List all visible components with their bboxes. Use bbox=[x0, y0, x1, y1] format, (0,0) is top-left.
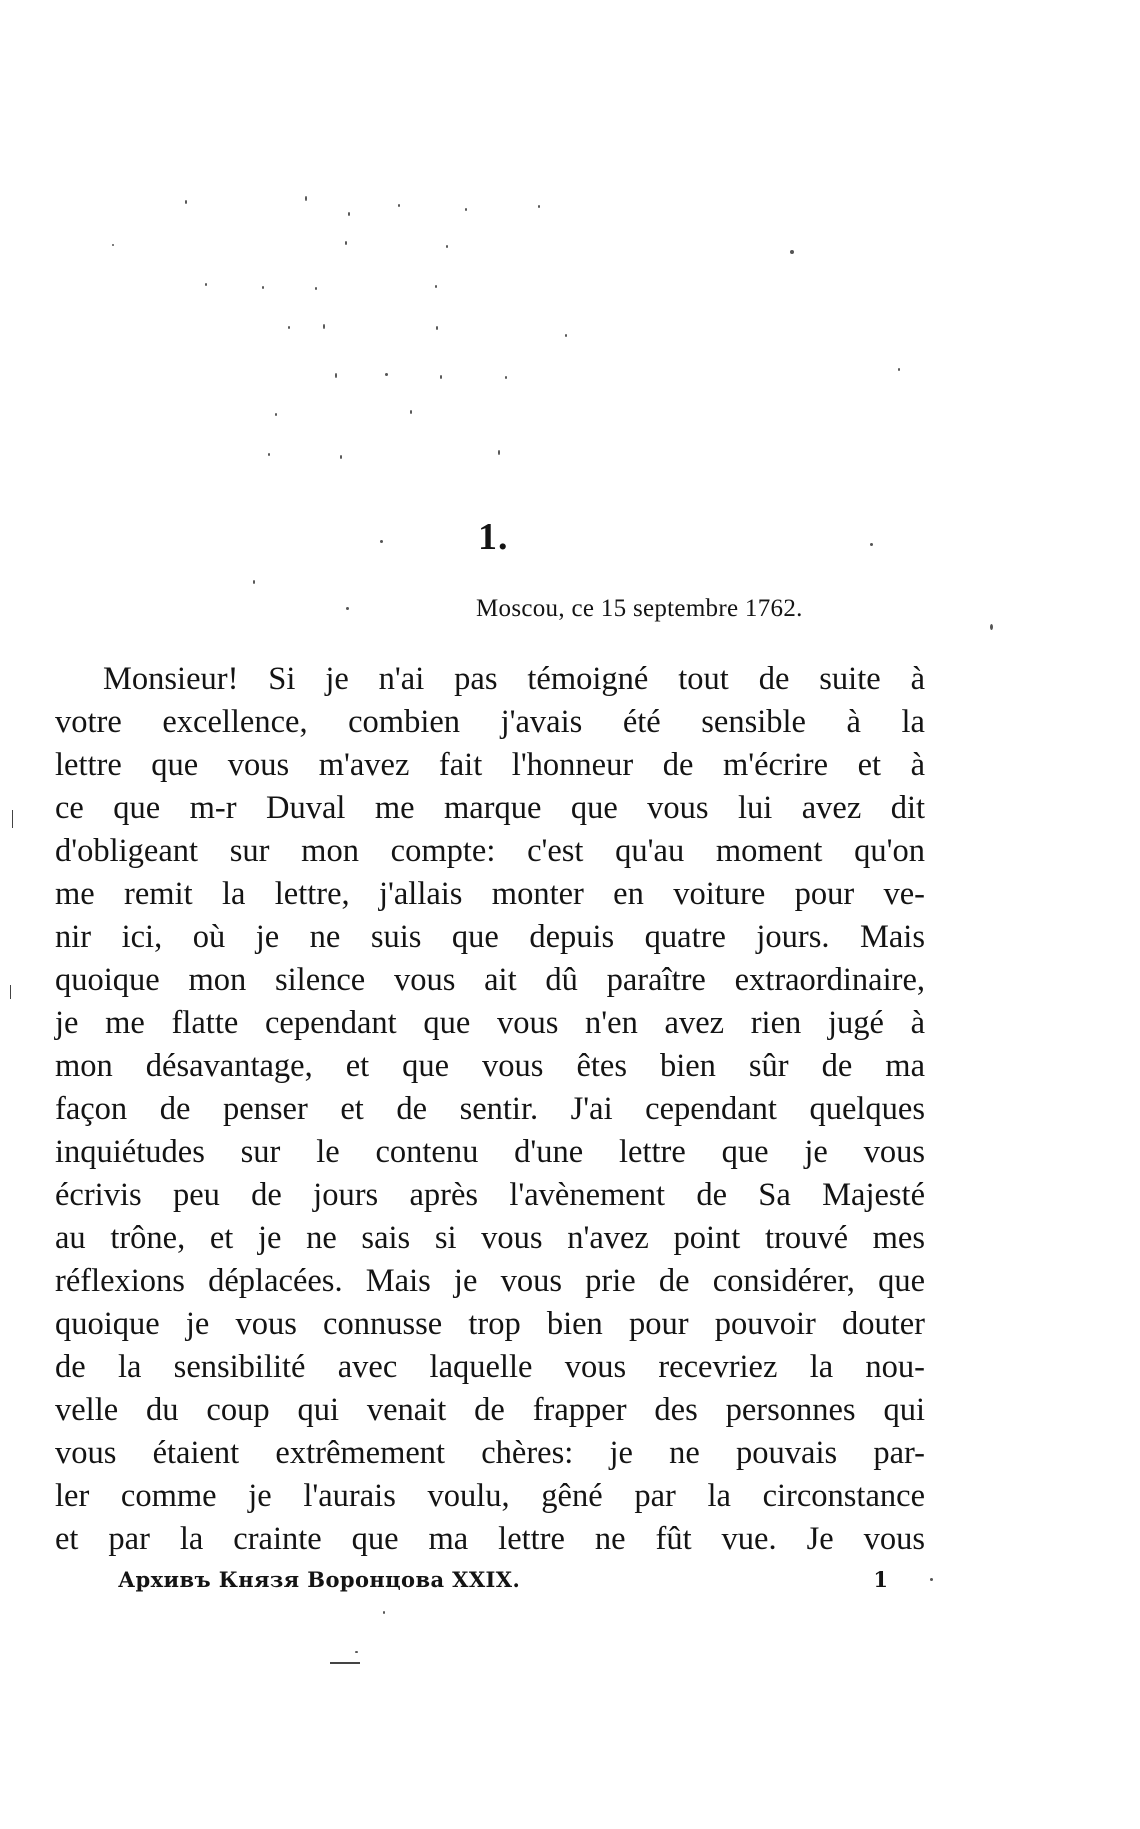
text-line: ler comme je l'aurais voulu, gêné par la circonstance bbox=[55, 1478, 925, 1514]
text-line: façon de penser et de sentir. J'ai cependant quelques bbox=[55, 1091, 925, 1127]
text-line: écrivis peu de jours après l'avènement de Sa Majesté bbox=[55, 1177, 925, 1213]
scan-speck bbox=[323, 324, 325, 329]
scan-speck bbox=[275, 413, 277, 416]
scan-speck bbox=[565, 334, 567, 337]
scan-speck bbox=[498, 450, 500, 455]
scan-speck bbox=[253, 580, 255, 584]
text-line: votre excellence, combien j'avais été sensible à la bbox=[55, 704, 925, 740]
text-line: Monsieur! Si je n'ai pas témoigné tout de suite à bbox=[103, 661, 925, 697]
scan-speck bbox=[262, 286, 264, 289]
scan-tick bbox=[330, 1662, 360, 1664]
scan-speck bbox=[505, 376, 507, 379]
scan-speck bbox=[340, 455, 342, 459]
scan-speck bbox=[385, 373, 388, 376]
scan-speck bbox=[305, 196, 307, 201]
text-line: ce que m-r Duval me marque que vous lui avez dit bbox=[55, 790, 925, 826]
text-line: et par la crainte que ma lettre ne fût vue. Je vous bbox=[55, 1521, 925, 1557]
text-line: de la sensibilité avec laquelle vous recevriez la nou- bbox=[55, 1349, 925, 1385]
scan-speck bbox=[435, 285, 437, 288]
text-line: velle du coup qui venait de frapper des personnes qui bbox=[55, 1392, 925, 1428]
scan-speck bbox=[898, 368, 900, 371]
text-line: quoique mon silence vous ait dû paraître extraordinaire, bbox=[55, 962, 925, 998]
scan-speck bbox=[185, 200, 187, 204]
scan-speck bbox=[346, 607, 349, 610]
letter-body bbox=[55, 658, 925, 1561]
text-line: au trône, et je ne sais si vous n'avez point trouvé mes bbox=[55, 1220, 925, 1256]
scan-speck bbox=[870, 543, 873, 546]
scan-speck bbox=[383, 1611, 385, 1614]
scan-speck bbox=[205, 283, 207, 286]
scan-speck bbox=[355, 1651, 358, 1653]
footer-signature-mark: 1 bbox=[873, 1567, 888, 1592]
scan-tick bbox=[10, 985, 11, 999]
scan-speck bbox=[348, 212, 350, 216]
scan-speck bbox=[112, 244, 114, 246]
text-line: me remit la lettre, j'allais monter en voiture pour ve- bbox=[55, 876, 925, 912]
scan-speck bbox=[398, 204, 400, 207]
scan-speck bbox=[288, 326, 290, 329]
scan-tick bbox=[12, 810, 13, 828]
scan-speck bbox=[410, 410, 412, 414]
scan-speck bbox=[465, 208, 467, 211]
footer-archive-title: Архивъ Князя Воронцова XXIX. bbox=[118, 1567, 521, 1592]
scan-speck bbox=[436, 326, 438, 330]
text-line: lettre que vous m'avez fait l'honneur de m'écrire et à bbox=[55, 747, 925, 783]
page-footer bbox=[118, 1567, 888, 1601]
text-line: inquiétudes sur le contenu d'une lettre que je vous bbox=[55, 1134, 925, 1170]
scan-speck bbox=[990, 624, 993, 630]
text-line: quoique je vous connusse trop bien pour pouvoir douter bbox=[55, 1306, 925, 1342]
scan-speck bbox=[268, 453, 270, 456]
letter-number: 1. bbox=[478, 516, 509, 558]
dateline: Moscou, ce 15 septembre 1762. bbox=[476, 595, 803, 622]
scan-speck bbox=[930, 1578, 933, 1581]
text-line: je me flatte cependant que vous n'en avez rien jugé à bbox=[55, 1005, 925, 1041]
scan-speck bbox=[790, 250, 794, 254]
scan-speck bbox=[315, 287, 317, 290]
scan-speck bbox=[538, 205, 540, 208]
scan-speck bbox=[345, 241, 347, 245]
scan-speck bbox=[446, 245, 448, 248]
text-line: d'obligeant sur mon compte: c'est qu'au moment qu'on bbox=[55, 833, 925, 869]
scan-speck bbox=[440, 375, 442, 379]
text-line: mon désavantage, et que vous êtes bien sûr de ma bbox=[55, 1048, 925, 1084]
scan-speck bbox=[335, 373, 337, 378]
text-line: réflexions déplacées. Mais je vous prie de considérer, que bbox=[55, 1263, 925, 1299]
scan-speck bbox=[380, 540, 383, 543]
text-line: nir ici, où je ne suis que depuis quatre jours. Mais bbox=[55, 919, 925, 955]
text-line: vous étaient extrêmement chères: je ne pouvais par- bbox=[55, 1435, 925, 1471]
